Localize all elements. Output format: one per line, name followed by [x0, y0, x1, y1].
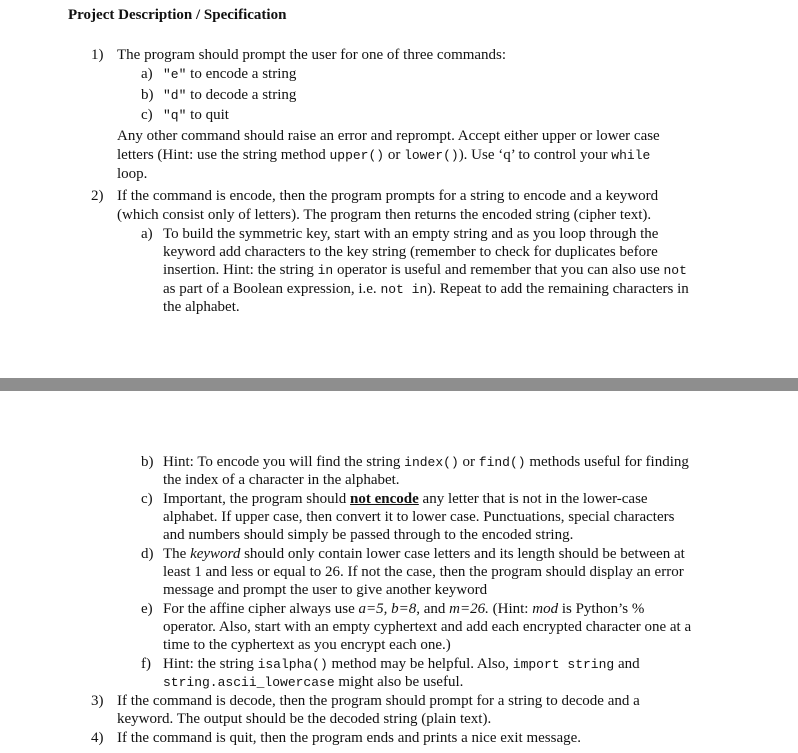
- option-a-text: to encode a string: [186, 66, 297, 82]
- item-4-line-1: If the command is quit, then the program ends and prints a nice exit message.: [117, 730, 582, 746]
- item-2a-label: a): [141, 226, 153, 242]
- item-2c-label: c): [141, 491, 153, 507]
- item-3-line-2: keyword. The output should be the decoded string (plain text).: [117, 711, 492, 727]
- text-run: method may be helpful. Also,: [327, 656, 513, 672]
- code-find: find(): [478, 455, 526, 470]
- option-c-code: "q": [163, 108, 187, 123]
- option-a-label: a): [141, 66, 153, 82]
- text-run: methods useful for finding: [525, 454, 689, 470]
- item-2b-line-1: [163, 453, 689, 472]
- option-b-text: to decode a string: [186, 87, 297, 103]
- item-2c-line-3: and numbers should simply be passed through to the encoded string.: [163, 527, 574, 543]
- text-run: any letter that is not in the lower-case: [418, 491, 648, 507]
- code-index: index(): [404, 455, 459, 470]
- option-c-text: to quit: [186, 107, 229, 123]
- code-import-string: import string: [512, 657, 615, 672]
- text-run: letters (Hint: use the string method: [117, 147, 330, 163]
- not-encode-emphasis: not encode: [350, 491, 419, 507]
- item-2d-line-2: least 1 and less or equal to 26. If not the case, then the program should display an error: [163, 564, 684, 580]
- option-a: [163, 65, 296, 84]
- code-ascii-lowercase: string.ascii_lowercase: [163, 675, 335, 690]
- option-b: [163, 86, 296, 105]
- text-run: ). Use ‘q’ to control your: [458, 147, 612, 163]
- option-c-label: c): [141, 107, 153, 123]
- text-run: or: [384, 147, 405, 163]
- item-2-line-2: (which consist only of letters). The program then returns the encoded string (cipher text).: [117, 207, 652, 223]
- item-2-number: 2): [91, 188, 104, 204]
- code-upper: upper(): [329, 148, 385, 163]
- item-2a-line-2: keyword add characters to the key string (remember to check for duplicates before: [163, 244, 658, 260]
- page-break-divider: [0, 378, 798, 391]
- keyword-italic: keyword: [190, 546, 241, 562]
- item-2f-line-1: [163, 655, 640, 674]
- item-2a-line-5: the alphabet.: [163, 299, 240, 315]
- code-while: while: [611, 148, 651, 163]
- code-not: not: [663, 263, 687, 278]
- mod-italic: mod: [532, 601, 559, 617]
- item-2-line-1: If the command is encode, then the program prompts for a string to encode and a keyword: [117, 188, 659, 204]
- option-b-code: "d": [163, 88, 187, 103]
- item-2d-line-1: [163, 545, 685, 563]
- item-2d-line-3: message and prompt the user to give another keyword: [163, 582, 488, 598]
- param-m: m=26.: [449, 601, 489, 617]
- item-4-number: 4): [91, 730, 104, 746]
- text-run: (Hint:: [488, 601, 533, 617]
- page-title: Project Description / Specification: [68, 7, 287, 23]
- item-1-text: The program should prompt the user for one of three commands:: [117, 47, 507, 63]
- code-lower: lower(): [404, 148, 459, 163]
- item-2f-line-2: [163, 673, 463, 692]
- text-run: Hint: To encode you will find the string: [163, 454, 405, 470]
- item-1-para-line-3: loop.: [117, 166, 148, 182]
- item-2d-label: d): [141, 546, 154, 562]
- item-2f-label: f): [141, 656, 151, 672]
- item-2e-line-1: [163, 600, 644, 618]
- item-2c-line-2: alphabet. If upper case, then convert it to lower case. Punctuations, special characters: [163, 509, 675, 525]
- text-run: For the affine cipher always use: [163, 601, 359, 617]
- code-in: in: [317, 263, 334, 278]
- item-2a-line-3: [163, 261, 687, 280]
- text-run: Hint: the string: [163, 656, 258, 672]
- item-3-line-1: If the command is decode, then the program should prompt for a string to decode and a: [117, 693, 640, 709]
- item-2b-line-2: the index of a character in the alphabet.: [163, 472, 400, 488]
- option-a-code: "e": [163, 67, 187, 82]
- option-c: [163, 106, 229, 125]
- item-1-para-line-1: Any other command should raise an error and reprompt. Accept either upper or lower case: [117, 128, 660, 144]
- item-2c-line-1: [163, 490, 648, 508]
- text-run: as part of a Boolean expression, i.e.: [163, 281, 381, 297]
- option-b-label: b): [141, 87, 154, 103]
- item-2e-line-3: time to the cyphertext as you encrypt each one.): [163, 637, 451, 653]
- item-1-number: 1): [91, 47, 104, 63]
- item-2b-label: b): [141, 454, 154, 470]
- text-run: should only contain lower case letters and its length should be between at: [240, 546, 685, 562]
- text-run: or: [458, 454, 479, 470]
- text-run: might also be useful.: [334, 674, 464, 690]
- item-3-number: 3): [91, 693, 104, 709]
- item-2a-line-1: To build the symmetric key, start with an empty string and as you loop through the: [163, 226, 659, 242]
- text-run: , and: [416, 601, 450, 617]
- text-run: is Python’s %: [558, 601, 645, 617]
- param-a-b: a=5, b=8: [358, 601, 417, 617]
- code-not-in: not in: [380, 282, 428, 297]
- text-run: operator is useful and remember that you can also use: [333, 262, 664, 278]
- item-2a-line-4: [163, 280, 689, 299]
- item-1-para-line-2: [117, 146, 650, 165]
- text-run: The: [163, 546, 191, 562]
- text-run: insertion. Hint: the string: [163, 262, 318, 278]
- text-run: and: [614, 656, 640, 672]
- text-run: ). Repeat to add the remaining characters in: [427, 281, 689, 297]
- code-isalpha: isalpha(): [257, 657, 328, 672]
- item-2e-label: e): [141, 601, 153, 617]
- item-2e-line-2: operator. Also, start with an empty cyphertext and add each encrypted character one at a: [163, 619, 692, 635]
- text-run: Important, the program should: [163, 491, 351, 507]
